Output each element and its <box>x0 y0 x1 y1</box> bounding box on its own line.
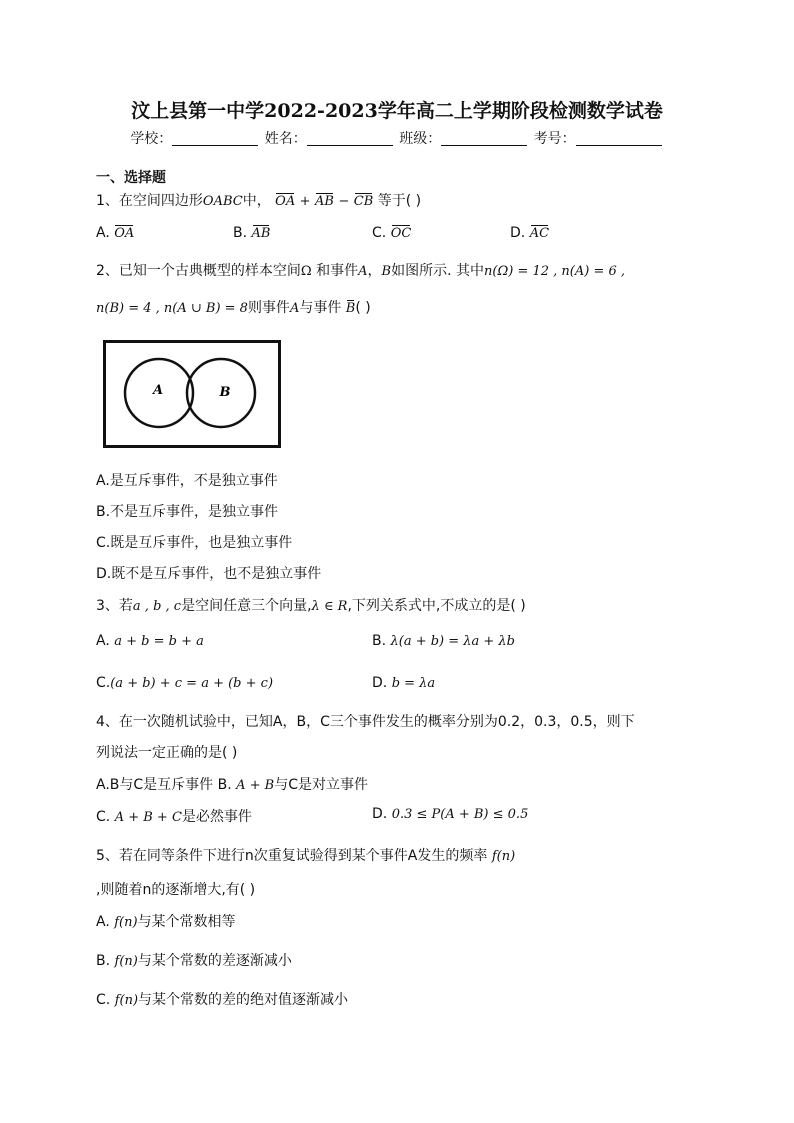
option-formula: f(n) <box>114 993 139 1008</box>
venn-label-a: A <box>152 383 164 398</box>
vector-ab: AB <box>315 194 334 209</box>
exam-number-label: 考号： <box>533 131 576 147</box>
option-label: B. <box>372 633 387 649</box>
event-a: A <box>358 264 368 279</box>
school-label: 学校： <box>130 131 173 147</box>
option-label: A. <box>96 633 110 649</box>
q2-text: ， <box>367 263 382 279</box>
question-5-option-c[interactable] <box>96 989 348 1009</box>
option-label: A. <box>96 225 110 241</box>
event-b-complement: B <box>345 301 356 316</box>
q5-text: 5、若在同等条件下进行n次重复试验得到某个事件A发生的频率 <box>96 848 488 864</box>
question-1-option-b[interactable] <box>233 225 270 241</box>
question-1-option-c[interactable] <box>372 225 411 241</box>
omega-symbol: Ω <box>300 264 312 279</box>
q3-vectors: a , b , c <box>132 599 182 614</box>
class-field[interactable] <box>441 131 527 146</box>
option-label: D. <box>372 675 388 691</box>
option-label: C. <box>96 675 111 691</box>
option-label: D. <box>510 225 526 241</box>
student-info-row <box>0 128 794 148</box>
option-label: B. <box>233 225 248 241</box>
q1-text: 中， <box>242 193 271 209</box>
option-text: 是必然事件 <box>181 809 252 825</box>
q2-text: 2、已知一个古典概型的样本空间 <box>96 263 301 279</box>
section-heading: 一、选择题 <box>96 170 166 186</box>
question-3-stem <box>96 595 526 615</box>
question-2-option-a[interactable]: A.是互斥事件，不是独立事件 <box>96 473 278 489</box>
question-3-option-c[interactable] <box>96 675 273 691</box>
option-label: D. <box>372 806 388 822</box>
option-formula: a + b = b + a <box>114 634 204 649</box>
class-label: 班级： <box>399 131 442 147</box>
option-label: C. <box>96 992 111 1008</box>
question-1-stem <box>96 190 421 210</box>
option-label: B. <box>96 953 111 969</box>
question-4-option-b[interactable] <box>218 777 368 793</box>
q2-text: 与事件 <box>299 300 342 316</box>
option-vector: AC <box>529 226 550 241</box>
option-text: 与某个常数的差的绝对值逐渐减小 <box>138 992 349 1008</box>
option-text: 与C是对立事件 <box>274 777 369 793</box>
exam-title: 汶上县第一中学2022-2023学年高二上学期阶段检测数学试卷 <box>131 100 663 122</box>
school-field[interactable] <box>172 131 258 146</box>
option-vector: OA <box>114 226 135 241</box>
question-1-option-d[interactable] <box>510 225 549 241</box>
plus-sign: + <box>299 194 311 209</box>
option-vector: AB <box>251 226 271 241</box>
question-2-option-c[interactable]: C.既是互斥事件，也是独立事件 <box>96 535 293 551</box>
event-b: B <box>381 264 392 279</box>
event-a: A <box>289 301 300 316</box>
q2-text: 如图所示. 其中 <box>391 263 485 279</box>
option-formula: f(n) <box>114 915 138 930</box>
option-label: B. <box>217 777 232 793</box>
question-4-stem-line1: 4、在一次随机试验中，已知A，B，C三个事件发生的概率分别为0.2，0.3，0.5，则下 <box>96 714 635 730</box>
venn-label-b: B <box>219 385 231 400</box>
option-label: A. <box>96 914 110 930</box>
q2-text: 和事件 <box>316 263 359 279</box>
option-formula: λ(a + b) = λa + λb <box>390 634 515 649</box>
question-4-option-c[interactable] <box>96 806 252 826</box>
option-formula: A + B <box>236 778 275 793</box>
venn-diagram <box>103 340 281 448</box>
question-4-options-ab <box>96 774 368 794</box>
q2-counts: n(Ω) = 12 , n(A) = 6 , <box>484 264 626 279</box>
question-2-option-d[interactable]: D.既不是互斥事件，也不是独立事件 <box>96 566 322 582</box>
question-5-option-b[interactable] <box>96 950 292 970</box>
q3-text: ,下列关系式中,不成立的是( ) <box>347 598 526 614</box>
q1-quad-name: OABC <box>202 194 243 209</box>
question-2-stem-line2 <box>96 297 371 317</box>
option-text: 与某个常数相等 <box>137 914 236 930</box>
option-formula: b = λa <box>391 676 436 691</box>
exam-number-field[interactable] <box>576 131 662 146</box>
question-4-stem-line2: 列说法一定正确的是( ) <box>96 745 238 761</box>
question-5-stem-line1 <box>96 845 515 865</box>
option-vector: OC <box>390 226 412 241</box>
option-label: C. <box>372 225 387 241</box>
lambda-in-r: λ ∈ R <box>311 599 348 614</box>
question-1-option-a[interactable] <box>96 225 134 241</box>
minus-sign: − <box>338 194 350 209</box>
option-formula: A + B + C <box>114 810 182 825</box>
question-3-option-d[interactable] <box>372 675 435 691</box>
q1-text: 等于( ) <box>377 193 422 209</box>
name-label: 姓名： <box>264 131 307 147</box>
q1-text: 1、在空间四边形 <box>96 193 203 209</box>
frequency-fn: f(n) <box>491 849 516 864</box>
question-4-option-d[interactable] <box>372 806 528 822</box>
option-formula: (a + b) + c = a + (b + c) <box>110 676 274 691</box>
q3-text: 是空间任意三个向量, <box>181 598 312 614</box>
vector-oa: OA <box>275 194 296 209</box>
option-formula: 0.3 ≤ P(A + B) ≤ 0.5 <box>391 807 529 822</box>
name-field[interactable] <box>307 131 393 146</box>
question-3-option-b[interactable] <box>372 633 515 649</box>
option-label: C. <box>96 809 111 825</box>
q2-text: 则事件 <box>247 300 290 316</box>
question-2-stem-line1 <box>96 260 625 280</box>
question-3-option-a[interactable] <box>96 633 204 649</box>
question-4-option-a[interactable]: A.B与C是互斥事件 <box>96 777 214 793</box>
question-5-option-a[interactable] <box>96 911 236 931</box>
vector-cb: CB <box>353 194 374 209</box>
option-formula: f(n) <box>114 954 138 969</box>
option-text: 与某个常数的差逐渐减小 <box>137 953 292 969</box>
q2-text: ( ) <box>355 300 371 316</box>
question-2-option-b[interactable]: B.不是互斥事件，是独立事件 <box>96 504 279 520</box>
q2-counts: n(B) = 4 , n(A ∪ B) = 8 <box>96 301 248 316</box>
q3-text: 3、若 <box>96 598 133 614</box>
question-5-stem-line2: ,则随着n的逐渐增大,有( ) <box>96 882 256 898</box>
